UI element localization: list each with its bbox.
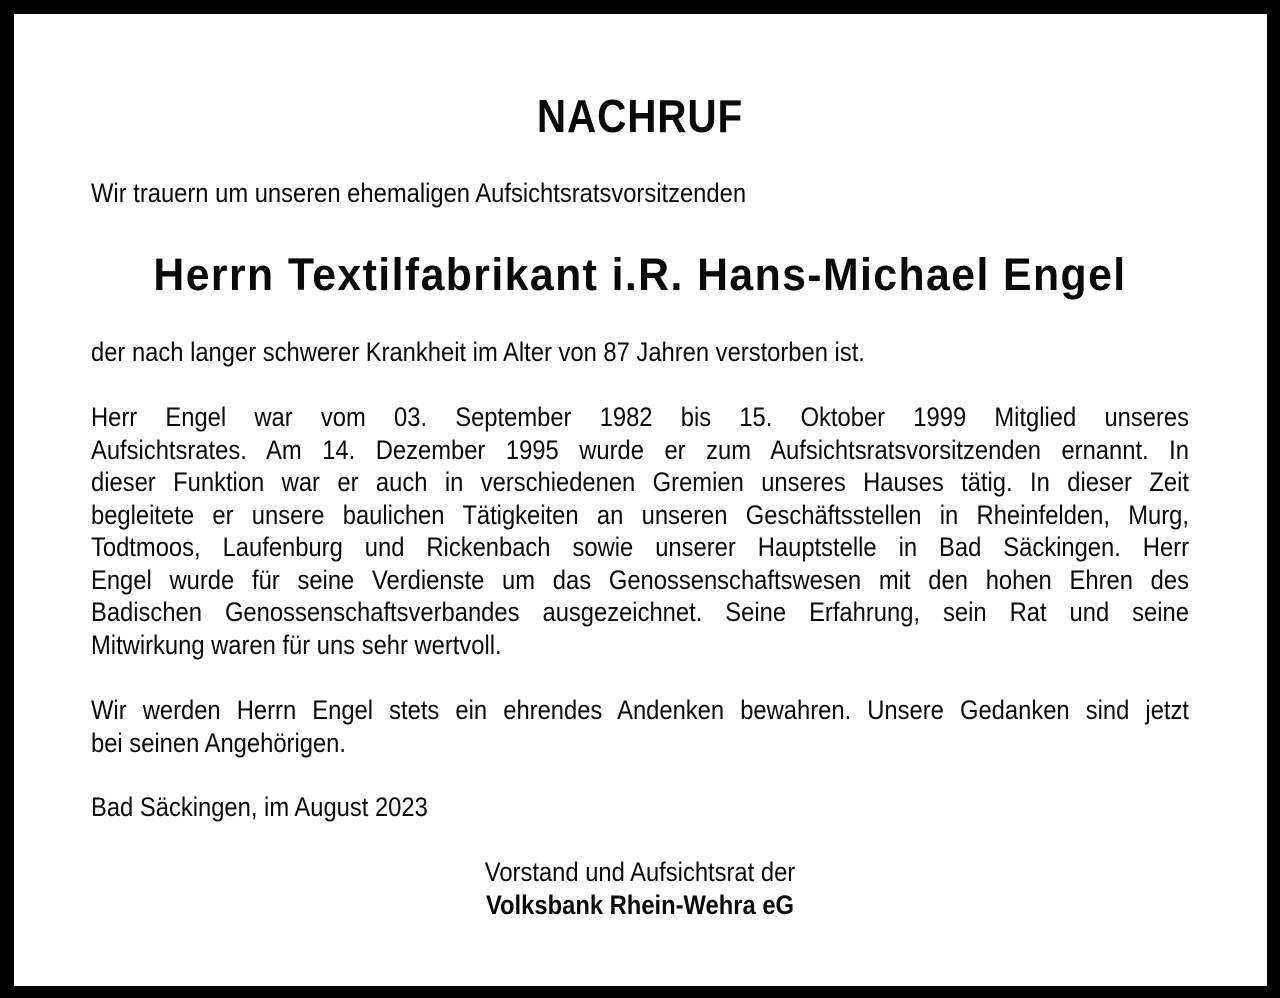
signature-line: Vorstand und Aufsichtsrat der bbox=[484, 857, 796, 887]
biography-line: begleitete er unsere baulichen Tätigkeiten an unseren Geschäftsstellen in Rheinfelden, Murg, bbox=[91, 499, 1189, 530]
biography-line: Engel wurde für seine Verdienste um das Genossenschaftswesen mit den hohen Ehren des bbox=[91, 564, 1189, 595]
biography-line: Herr Engel war vom 03. September 1982 bis 15. Oktober 1999 Mitglied unseres bbox=[91, 402, 1189, 432]
biography-line: Badischen Genossenschaftsverbandes ausgezeichnet. Seine Erfahrung, sein Rat und seine bbox=[91, 597, 1189, 627]
remembrance-line: Wir werden Herrn Engel stets ein ehrendes Andenken bewahren. Unsere Gedanken sind jetzt bbox=[91, 695, 1189, 725]
biography-paragraph bbox=[91, 401, 1189, 661]
deceased-name: Herrn Textilfabrikant i.R. Hans-Michael Engel bbox=[153, 249, 1127, 300]
biography-line: Aufsichtsrates. Am 14. Dezember 1995 wurde er zum Aufsichtsratsvorsitzenden ernannt. In bbox=[91, 434, 1189, 465]
bank-name: Volksbank Rhein-Wehra eG bbox=[485, 890, 795, 920]
remembrance-line: bei seinen Angehörigen. bbox=[91, 727, 346, 758]
intro-text: Wir trauern um unseren ehemaligen Aufsichtsratsvorsitzenden bbox=[91, 178, 747, 208]
biography-line: dieser Funktion war er auch in verschiedenen Gremien unseres Hauses tätig. In dieser Zeit bbox=[91, 467, 1189, 497]
biography-line: Mitwirkung waren für uns sehr wertvoll. bbox=[91, 629, 502, 660]
death-line: der nach langer schwerer Krankheit im Alter von 87 Jahren verstorben ist. bbox=[91, 337, 865, 367]
signature-block bbox=[0, 856, 1280, 922]
notice-title: NACHRUF bbox=[536, 90, 744, 142]
place-date: Bad Säckingen, im August 2023 bbox=[91, 792, 428, 822]
biography-line: Todtmoos, Laufenburg und Rickenbach sowie unserer Hauptstelle in Bad Säckingen. Herr bbox=[91, 532, 1189, 562]
remembrance-paragraph bbox=[91, 694, 1189, 759]
